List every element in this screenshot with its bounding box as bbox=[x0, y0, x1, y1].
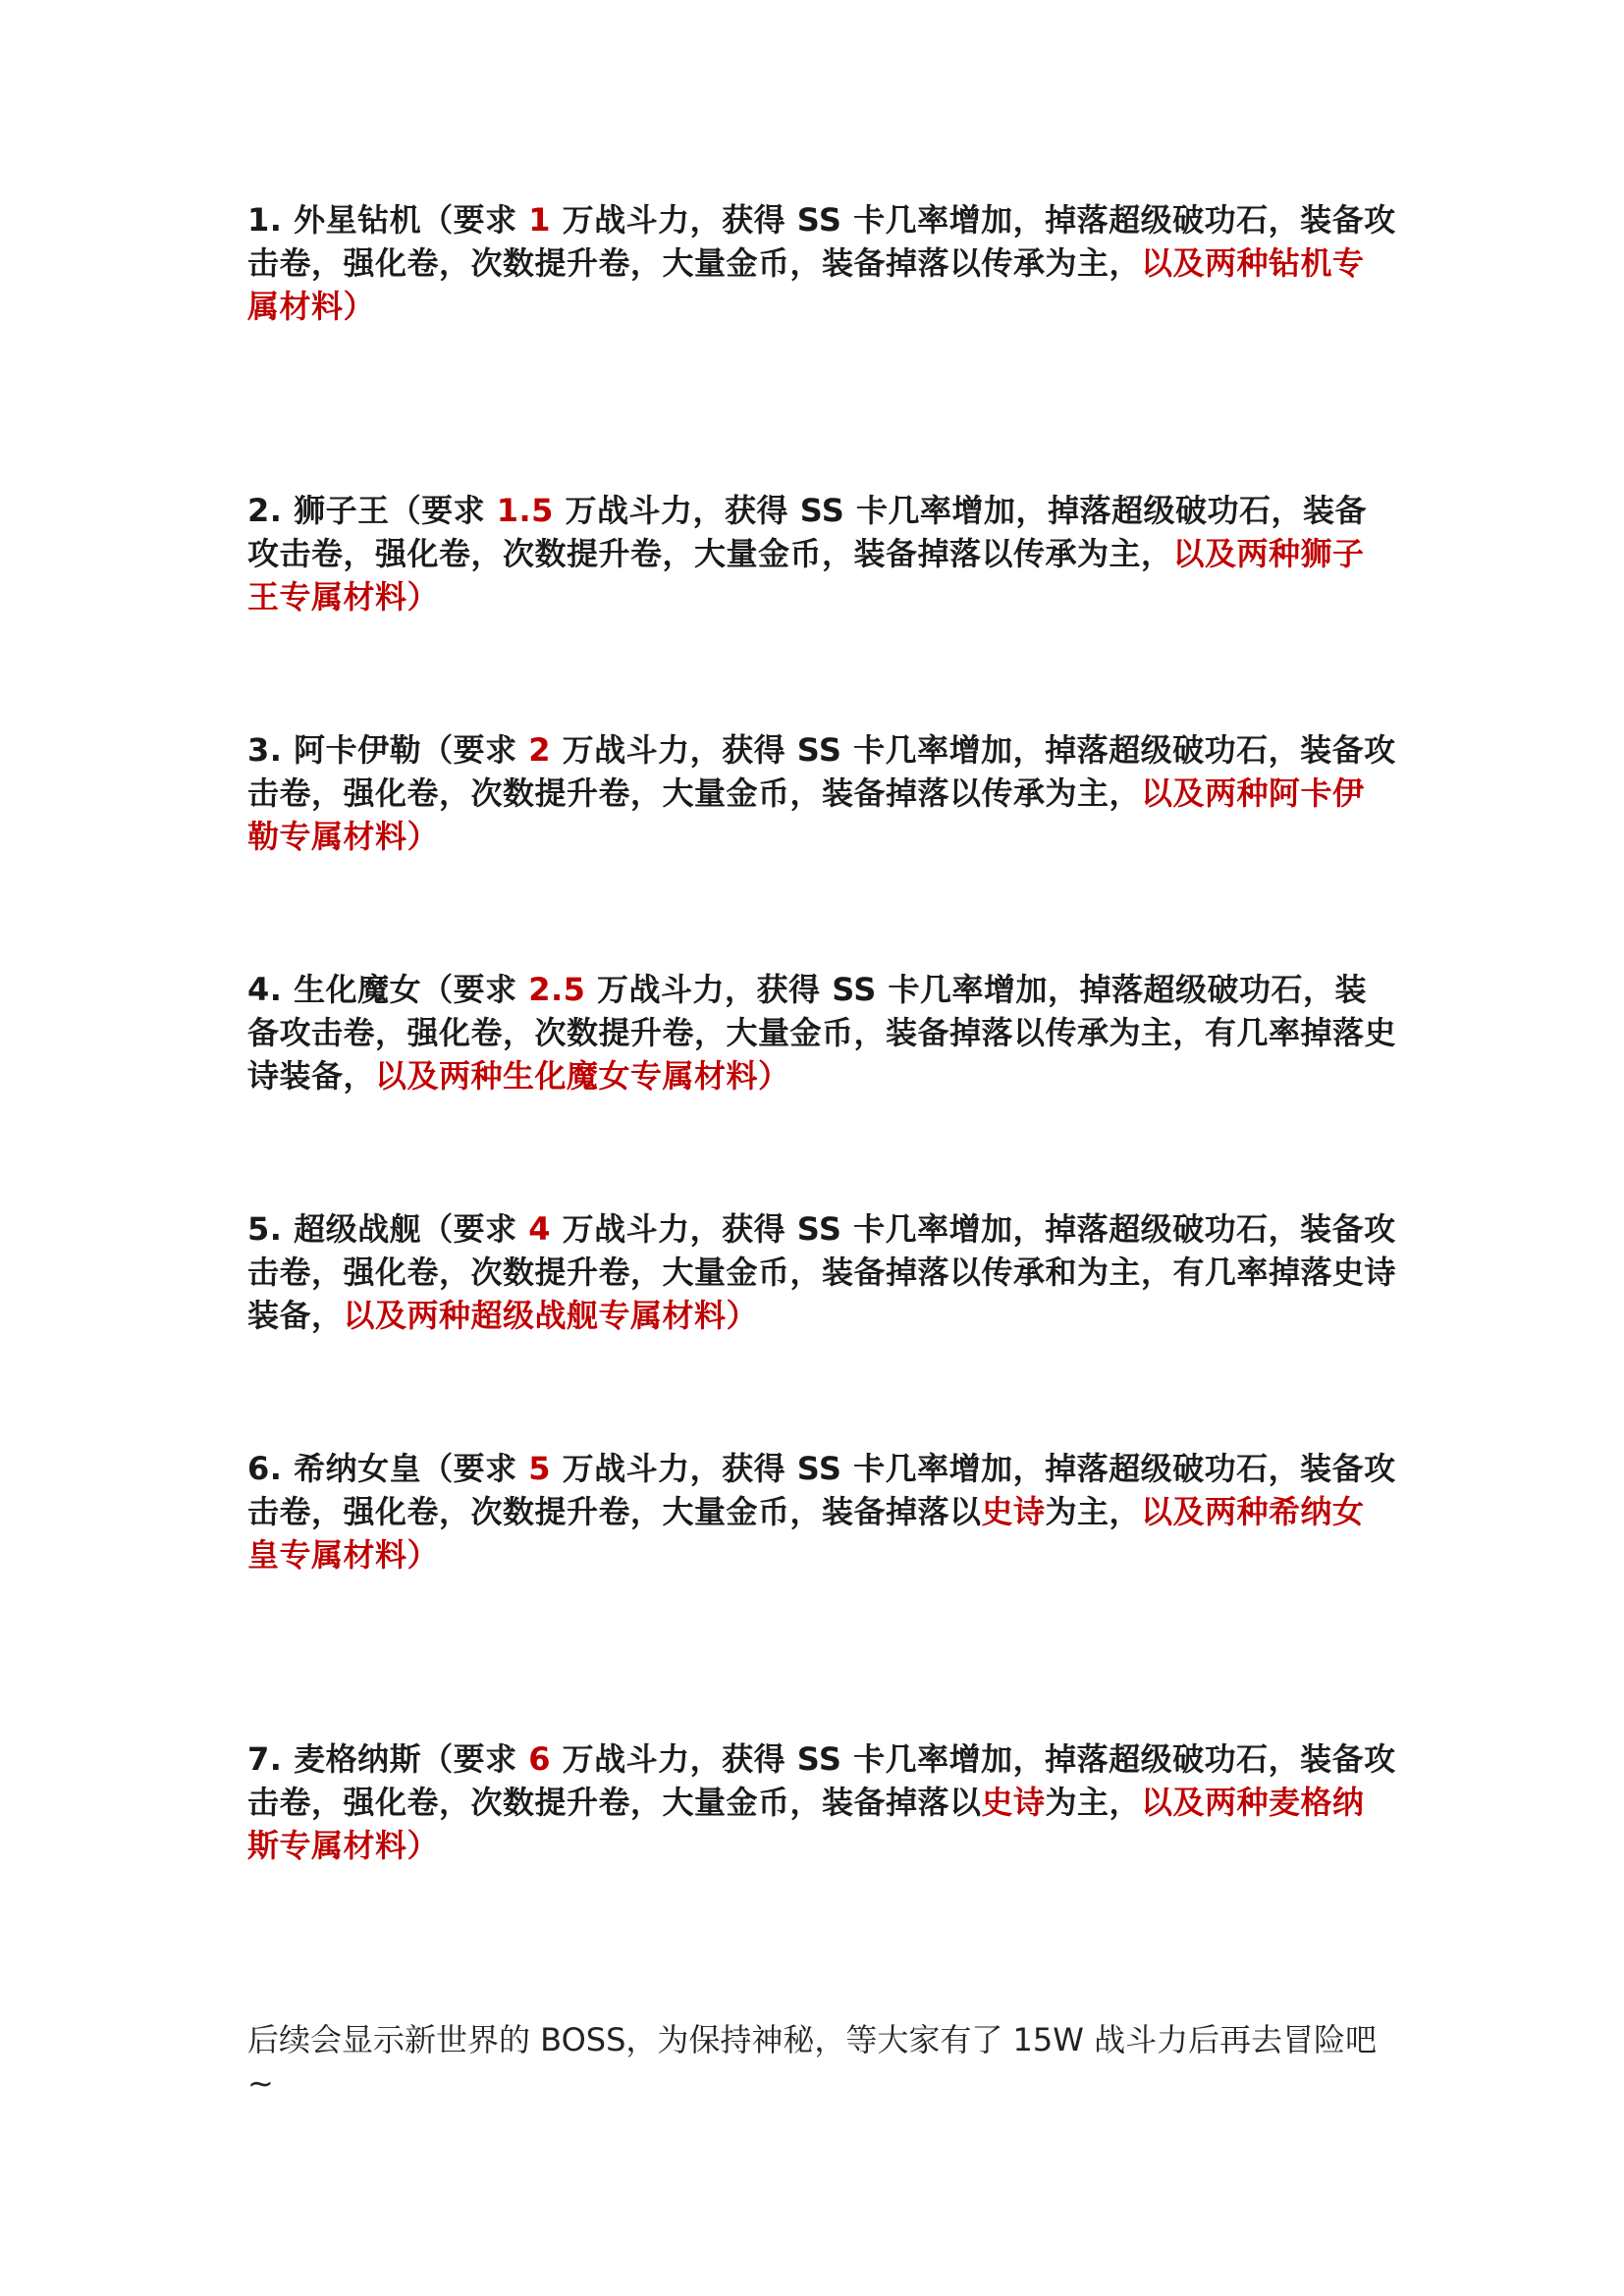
boss-entry-4 bbox=[247, 968, 1396, 1097]
entry-prefix: 1. 外星钻机（要求 bbox=[247, 201, 529, 239]
entry-body: 万战斗力，获得 SS 卡几率增加，掉落超级破功石，装备攻击卷，强化卷，次数提升卷，大量金币，装备掉落以 bbox=[247, 1450, 1396, 1530]
entry-body: 万战斗力，获得 SS 卡几率增加，掉落超级破功石，装备攻击卷，强化卷，次数提升卷，大量金币，装备掉落以传承为主， bbox=[247, 492, 1367, 572]
entry-materials: 以及两种超级战舰专属材料） bbox=[343, 1297, 759, 1334]
requirement-value: 2.5 bbox=[528, 971, 586, 1008]
requirement-value: 1 bbox=[528, 201, 551, 239]
requirement-value: 4 bbox=[528, 1210, 551, 1248]
entry-materials: 以及两种阿卡伊勒专属材料） bbox=[247, 774, 1365, 855]
entry-materials: 以及两种生化魔女专属材料） bbox=[375, 1057, 790, 1095]
entry-materials: 以及两种希纳女皇专属材料） bbox=[247, 1493, 1365, 1574]
boss-entry-5 bbox=[247, 1207, 1396, 1337]
entry-body: 万战斗力，获得 SS 卡几率增加，掉落超级破功石，装备攻击卷，强化卷，次数提升卷，大量金币，装备掉落以 bbox=[247, 1740, 1396, 1821]
boss-entry-2 bbox=[247, 489, 1396, 618]
entry-body: 万战斗力，获得 SS 卡几率增加，掉落超级破功石，装备攻击卷，强化卷，次数提升卷，大量金币，装备掉落以传承为主，有几率掉落史诗装备， bbox=[247, 971, 1397, 1095]
entry-prefix: 5. 超级战舰（要求 bbox=[247, 1210, 529, 1248]
entry-prefix: 2. 狮子王（要求 bbox=[247, 492, 497, 529]
requirement-value: 5 bbox=[528, 1450, 551, 1487]
footer-note: 后续会显示新世界的 BOSS，为保持神秘，等大家有了 15W 战斗力后再去冒险吧~ bbox=[247, 2021, 1378, 2102]
entry-prefix: 7. 麦格纳斯（要求 bbox=[247, 1740, 529, 1778]
entry-body: 万战斗力，获得 SS 卡几率增加，掉落超级破功石，装备攻击卷，强化卷，次数提升卷，大量金币，装备掉落以传承为主， bbox=[247, 731, 1396, 812]
entry-materials: 以及两种麦格纳斯专属材料） bbox=[247, 1784, 1365, 1864]
entry-body: 万战斗力，获得 SS 卡几率增加，掉落超级破功石，装备攻击卷，强化卷，次数提升卷，大量金币，装备掉落以传承和为主，有几率掉落史诗装备， bbox=[247, 1210, 1397, 1334]
entry-body-after: 为主， bbox=[1045, 1784, 1142, 1821]
entry-body: 万战斗力，获得 SS 卡几率增加，掉落超级破功石，装备攻击卷，强化卷，次数提升卷，大量金币，装备掉落以传承为主， bbox=[247, 201, 1396, 282]
epic-highlight: 史诗 bbox=[981, 1784, 1046, 1821]
boss-entry-7 bbox=[247, 1737, 1396, 1867]
entry-body-after: 为主， bbox=[1045, 1493, 1142, 1530]
entry-materials: 以及两种狮子王专属材料） bbox=[247, 535, 1365, 615]
entry-prefix: 3. 阿卡伊勒（要求 bbox=[247, 731, 529, 769]
requirement-value: 6 bbox=[528, 1740, 551, 1778]
epic-highlight: 史诗 bbox=[981, 1493, 1046, 1530]
requirement-value: 1.5 bbox=[496, 492, 554, 529]
entry-prefix: 6. 希纳女皇（要求 bbox=[247, 1450, 529, 1487]
boss-entry-6 bbox=[247, 1447, 1396, 1576]
boss-entry-1 bbox=[247, 198, 1396, 328]
boss-entry-3 bbox=[247, 728, 1396, 858]
entry-materials: 以及两种钻机专属材料） bbox=[247, 244, 1365, 325]
requirement-value: 2 bbox=[528, 731, 551, 769]
entry-prefix: 4. 生化魔女（要求 bbox=[247, 971, 529, 1008]
